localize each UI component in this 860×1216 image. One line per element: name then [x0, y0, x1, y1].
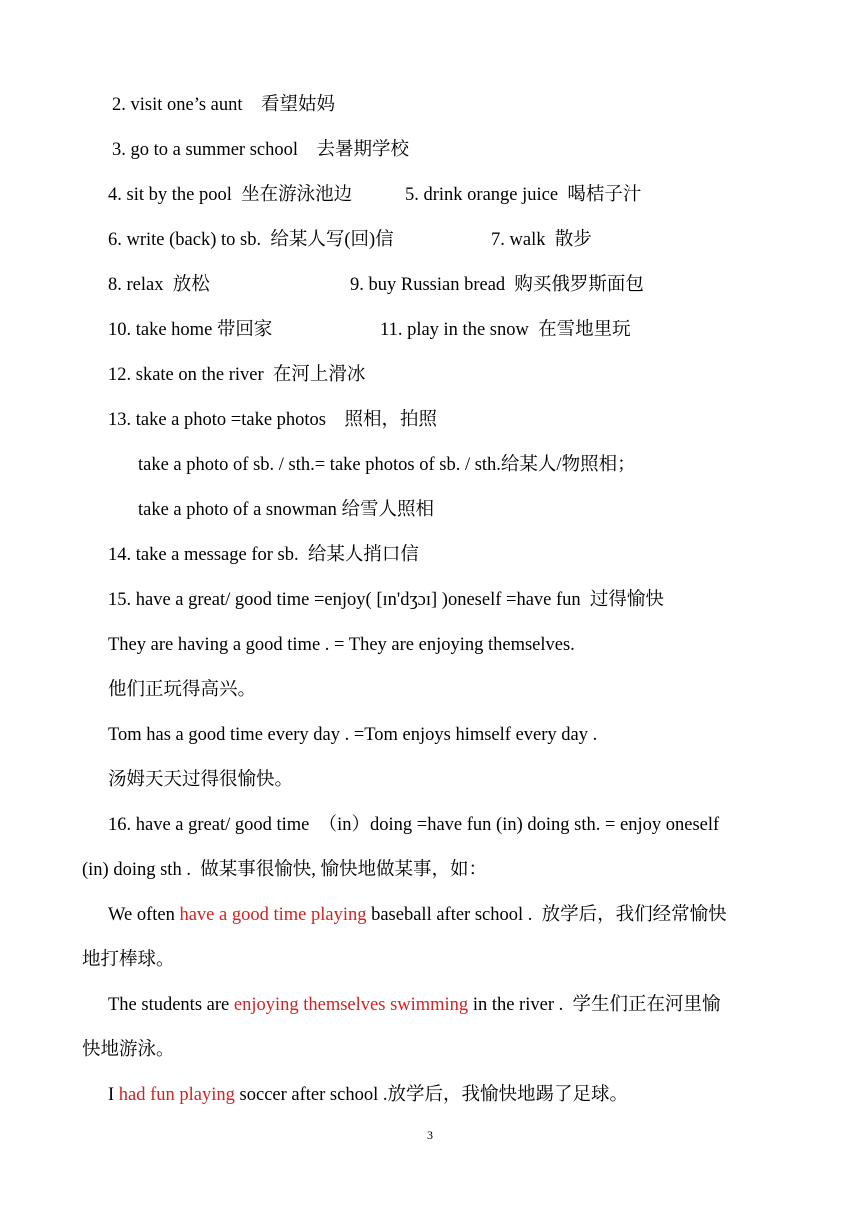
text-segment: 2. visit one’s aunt 看望姑妈: [112, 95, 336, 115]
text-segment: 快地游泳。: [82, 1040, 175, 1060]
vocab-line-6: [108, 228, 394, 252]
vocab-line-16: [108, 813, 719, 837]
example-line: [108, 903, 727, 927]
vocab-line-4: [108, 183, 352, 207]
text-segment: 3. go to a summer school 去暑期学校: [112, 140, 410, 160]
text-segment: They are having a good time . = They are enjoying themselves.: [108, 635, 575, 655]
text-segment: 9. buy Russian bread 购买俄罗斯面包: [350, 275, 644, 295]
text-segment: take a photo of sb. / sth.= take photos of sb. / sth.给某人/物照相；: [138, 455, 636, 475]
vocab-line-13-sub-1: [138, 453, 636, 477]
highlighted-phrase: had fun playing: [118, 1085, 235, 1105]
text-segment: 14. take a message for sb. 给某人捎口信: [108, 545, 419, 565]
text-segment: Tom has a good time every day . =Tom enjoys himself every day .: [108, 725, 598, 745]
text-segment: baseball after school . 放学后，我们经常愉快: [366, 905, 727, 925]
example-line-cont: [82, 948, 175, 972]
vocab-line-3: [112, 138, 409, 162]
text-segment: 16. have a great/ good time （in）doing =have fun (in) doing sth. = enjoy oneself: [108, 815, 720, 835]
text-segment: 5. drink orange juice 喝桔子汁: [405, 185, 642, 205]
example-line: [108, 723, 597, 747]
vocab-line-16-cont: [82, 858, 487, 882]
vocab-line-10: [108, 318, 272, 342]
page-number: 3: [427, 1128, 433, 1142]
text-segment: 8. relax 放松: [108, 275, 210, 295]
vocab-line-11: [380, 318, 631, 342]
text-segment: 汤姆天天过得很愉快。: [108, 770, 294, 790]
text-segment: 11. play in the snow 在雪地里玩: [380, 320, 631, 340]
text-segment: 他们正玩得高兴。: [108, 680, 257, 700]
example-line-cont: [82, 1038, 175, 1062]
vocab-line-15: [108, 588, 664, 612]
vocab-line-13: [108, 408, 437, 432]
text-segment: 地打棒球。: [82, 950, 175, 970]
vocab-line-7: [491, 228, 592, 252]
translation-line: [108, 678, 256, 702]
text-segment: We often: [108, 905, 180, 925]
vocab-line-2: [112, 93, 335, 117]
text-segment: 12. skate on the river 在河上滑冰: [108, 365, 366, 385]
text-segment: The students are: [108, 995, 234, 1015]
vocab-line-8: [108, 273, 210, 297]
highlighted-phrase: have a good time playing: [179, 905, 367, 925]
example-line: [108, 633, 575, 657]
vocab-line-13-sub-2: [138, 498, 434, 522]
text-segment: 6. write (back) to sb. 给某人写(回)信: [108, 230, 394, 250]
text-segment: 15. have a great/ good time =enjoy( [ɪn'dʒɔɪ] )oneself =have fun 过得愉快: [108, 590, 664, 610]
vocab-line-12: [108, 363, 365, 387]
highlighted-phrase: enjoying themselves swimming: [233, 995, 469, 1015]
text-segment: take a photo of a snowman 给雪人照相: [138, 500, 434, 520]
example-line: [108, 1083, 628, 1107]
vocab-line-5: [405, 183, 641, 207]
text-segment: 10. take home 带回家: [108, 320, 273, 340]
vocab-line-14: [108, 543, 419, 567]
text-segment: 13. take a photo =take photos 照相，拍照: [108, 410, 437, 430]
text-segment: I: [108, 1085, 119, 1105]
example-line: [108, 993, 720, 1017]
text-segment: 4. sit by the pool 坐在游泳池边: [108, 185, 353, 205]
text-segment: soccer after school .放学后，我愉快地踢了足球。: [234, 1085, 628, 1105]
text-segment: in the river . 学生们正在河里愉: [468, 995, 721, 1015]
text-segment: (in) doing sth . 做某事很愉快, 愉快地做某事，如：: [82, 860, 487, 880]
vocab-line-9: [350, 273, 644, 297]
translation-line: [108, 768, 293, 792]
text-segment: 7. walk 散步: [491, 230, 592, 250]
